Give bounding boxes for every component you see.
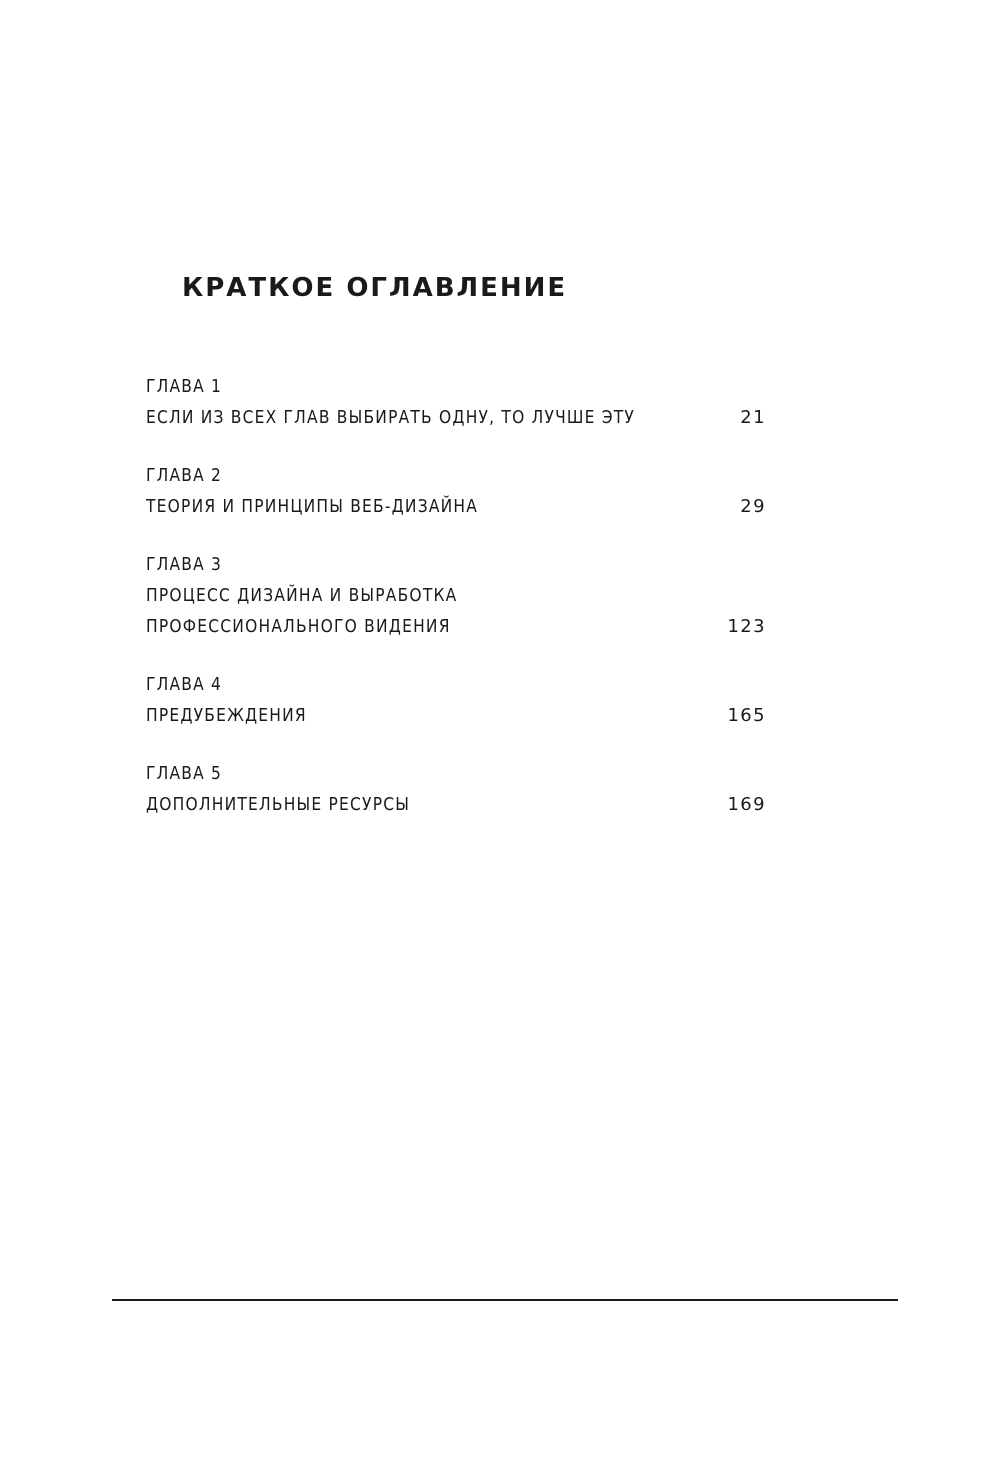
chapter-title: ПРОЦЕСС ДИЗАЙНА И ВЫРАБОТКА (146, 585, 458, 606)
chapter-title: ЕСЛИ ИЗ ВСЕХ ГЛАВ ВЫБИРАТЬ ОДНУ, ТО ЛУЧШЕ ЭТУ (146, 407, 636, 428)
chapter-label: ГЛАВА 4 (146, 674, 223, 695)
toc-list (146, 371, 766, 847)
chapter-title: ПРЕДУБЕЖДЕНИЯ (146, 705, 307, 726)
chapter-label: ГЛАВА 3 (146, 554, 223, 575)
toc-entry-chapter-1 (146, 371, 766, 433)
chapter-title-row (146, 611, 766, 642)
chapter-title-row (146, 789, 766, 820)
chapter-label: ГЛАВА 2 (146, 465, 223, 486)
chapter-title: ТЕОРИЯ И ПРИНЦИПЫ ВЕБ-ДИЗАЙНА (146, 496, 479, 517)
chapter-title-row (146, 402, 766, 433)
chapter-page-number: 21 (740, 407, 766, 428)
toc-heading: КРАТКОЕ ОГЛАВЛЕНИЕ (182, 273, 568, 303)
chapter-title-continued: ПРОФЕССИОНАЛЬНОГО ВИДЕНИЯ (146, 616, 451, 637)
toc-entry-chapter-5 (146, 758, 766, 820)
chapter-title-row (146, 491, 766, 522)
chapter-label: ГЛАВА 1 (146, 376, 223, 397)
chapter-page-number: 123 (727, 616, 766, 637)
chapter-title: ДОПОЛНИТЕЛЬНЫЕ РЕСУРСЫ (146, 794, 411, 815)
chapter-title-row (146, 700, 766, 731)
chapter-page-number: 169 (727, 794, 766, 815)
toc-entry-chapter-4 (146, 669, 766, 731)
chapter-page-number: 29 (740, 496, 766, 517)
footer-divider (112, 1299, 898, 1301)
chapter-title-row (146, 580, 766, 611)
chapter-label: ГЛАВА 5 (146, 763, 223, 784)
toc-entry-chapter-3 (146, 549, 766, 642)
chapter-page-number: 165 (727, 705, 766, 726)
toc-entry-chapter-2 (146, 460, 766, 522)
